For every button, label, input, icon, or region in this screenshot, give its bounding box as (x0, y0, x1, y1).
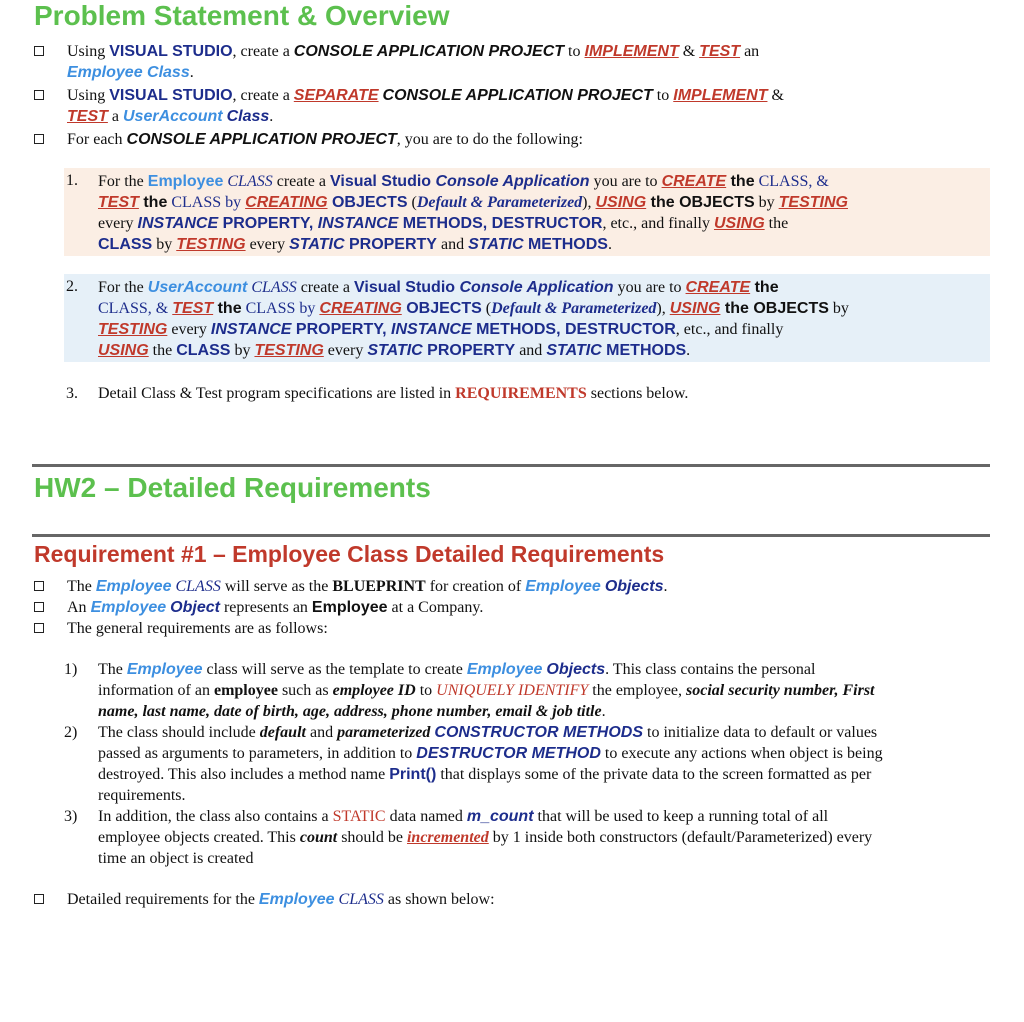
requirement-bullet-3 (34, 618, 954, 639)
checkbox-bullet-icon (34, 90, 44, 100)
checkbox-bullet-icon (34, 623, 44, 633)
bullet-text: The general requirements are as follows: (67, 620, 328, 637)
item-text: The Employee class will serve as the template to create Employee Objects. This class contains the personal information of an employee such as employee ID to UNIQUELY IDENTIFY the employee, social security number, First name, last name, date of birth, age, address, phone number, email & job title. (98, 661, 875, 720)
hw2-heading: HW2 – Detailed Requirements (34, 472, 431, 503)
step-2-text: For the UserAccount CLASS create a Visual Studio Console Application you are to CREATE the CLASS, & TEST the CLASS by CREATING OBJECTS (Default & Parameterized), USING the OBJECTS by TESTING every INSTANCE PROPERTY, INSTANCE METHODS, DESTRUCTOR, etc., and finally USING the CLASS by TESTING every STATIC PROPERTY and STATIC METHODS. (98, 279, 849, 359)
step-2-box (64, 274, 990, 362)
checkbox-bullet-icon (34, 894, 44, 904)
step-number: 3. (66, 385, 78, 402)
item-text: In addition, the class also contains a STATIC data named m_count that will be used to keep a running total of all employee objects created. This count should be incremented by 1 inside both constructors (default/Parameterized) every time an object is created (98, 808, 873, 867)
requirement-bullet-1 (34, 576, 954, 597)
section-divider (32, 534, 990, 537)
checkbox-bullet-icon (34, 46, 44, 56)
step-3-text: Detail Class & Test program specifications are listed in REQUIREMENTS sections below. (98, 385, 689, 402)
bullet-text: Detailed requirements for the Employee CLASS as shown below: (67, 891, 495, 908)
item-text: The class should include default and parameterized CONSTRUCTOR METHODS to initialize data to default or values passed as arguments to parameters, in addition to DESTRUCTOR METHOD to execute any actions when object is being destroyed. This also includes a method name Print() that displays some of the private data to the screen formatted as per requirements. (98, 724, 883, 804)
bullet-text: For each CONSOLE APPLICATION PROJECT, you are to do the following: (67, 131, 583, 148)
step-3 (66, 383, 966, 404)
requirement-item-2 (64, 722, 984, 806)
requirement-bullet-2 (34, 597, 954, 618)
bullet-text: An Employee Object represents an Employee at a Company. (67, 599, 484, 616)
overview-heading: Problem Statement & Overview (34, 0, 450, 31)
requirement-item-1 (64, 659, 984, 722)
step-1-box (64, 168, 990, 256)
checkbox-bullet-icon (34, 602, 44, 612)
overview-bullet-3 (34, 129, 954, 150)
item-number: 2) (64, 724, 78, 741)
overview-bullet-2 (34, 85, 954, 127)
bullet-text: The Employee CLASS will serve as the BLUEPRINT for creation of Employee Objects. (67, 578, 668, 595)
step-1-text: For the Employee CLASS create a Visual Studio Console Application you are to CREATE the CLASS, & TEST the CLASS by CREATING OBJECTS (Default & Parameterized), USING the OBJECTS by TESTING every INSTANCE PROPERTY, INSTANCE METHODS, DESTRUCTOR, etc., and finally USING the CLASS by TESTING every STATIC PROPERTY and STATIC METHODS. (98, 173, 848, 253)
step-number: 2. (66, 278, 78, 295)
checkbox-bullet-icon (34, 134, 44, 144)
step-number: 1. (66, 172, 78, 189)
bullet-text: Using VISUAL STUDIO, create a CONSOLE APPLICATION PROJECT to IMPLEMENT & TEST an Employee Class. (67, 43, 760, 81)
section-divider (32, 464, 990, 467)
checkbox-bullet-icon (34, 581, 44, 591)
overview-bullet-1 (34, 41, 954, 83)
item-number: 3) (64, 808, 78, 825)
requirement-item-3 (64, 806, 984, 869)
item-number: 1) (64, 661, 78, 678)
requirement-1-heading: Requirement #1 – Employee Class Detailed Requirements (34, 541, 665, 567)
final-bullet (34, 889, 954, 910)
bullet-text: Using VISUAL STUDIO, create a SEPARATE CONSOLE APPLICATION PROJECT to IMPLEMENT & TEST a UserAccount Class. (67, 87, 784, 125)
